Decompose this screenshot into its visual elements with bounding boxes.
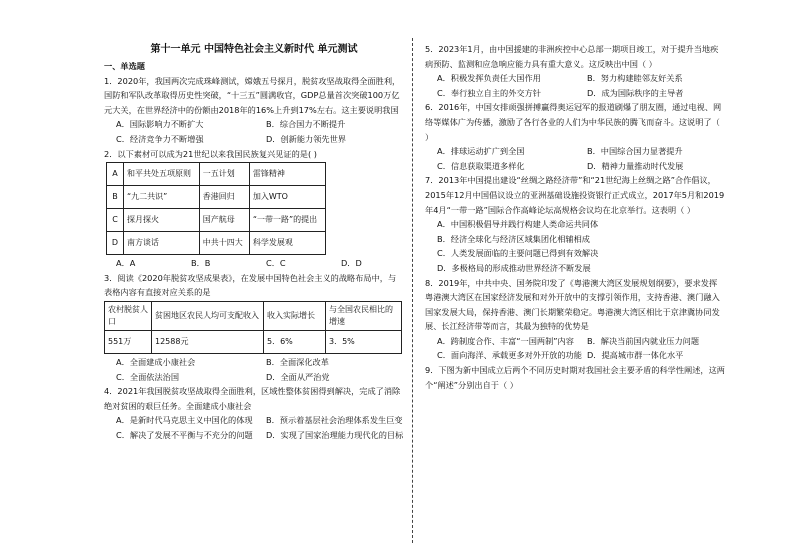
table-cell: B (107, 186, 124, 209)
table-row (107, 209, 326, 232)
question-3-option-c[interactable]: C．全面依法治国 (116, 371, 180, 382)
table-row (107, 186, 326, 209)
question-1-option-a[interactable]: A．国际影响力不断扩大 (116, 119, 204, 130)
question-6-stem: 6．2016年，中国女排顽强拼搏赢得奥运冠军的报道刷爆了朋友圈，通过电视、网络等媒体广为传播，激励了各行各业的人们为中华民族的腾飞而奋斗。这说明了（ ） (425, 102, 722, 142)
table-cell: 香港回归 (199, 186, 249, 209)
question-8-option-a[interactable]: A．跨制度合作、丰富“一国两制”内容 (437, 335, 574, 346)
question-2-stem: 2．以下素材可以成为21世纪以来我国民族复兴见证的是( ) (104, 148, 317, 159)
question-8-option-d[interactable]: D．提高城市群一体化水平 (587, 350, 684, 361)
table-cell: 探月探火 (124, 209, 200, 232)
question-3-options (104, 355, 404, 384)
column-divider (412, 38, 413, 543)
table-cell: 加入WTO (249, 186, 325, 209)
question-2-option-b[interactable]: B．B (191, 258, 211, 269)
question-6-option-b[interactable]: B．中国综合国力显著提升 (587, 146, 683, 157)
question-6-option-d[interactable]: D．精神力量推动时代发展 (587, 160, 684, 171)
table-header-cell: 农村脱贫人口 (105, 301, 152, 330)
question-1-option-b[interactable]: B．综合国力不断提升 (266, 119, 346, 130)
question-7-option-b[interactable]: B．经济全球化与经济区域集团化相辅相成 (437, 233, 590, 244)
table-cell: 和平共处五项原则 (124, 163, 200, 186)
question-5-option-c[interactable]: C．奉行独立自主的外交方针 (437, 87, 541, 98)
question-3-option-b[interactable]: B．全面深化改革 (266, 356, 329, 367)
question-5-option-a[interactable]: A．积极发挥负责任大国作用 (437, 73, 541, 84)
table-cell: 国产航母 (199, 209, 249, 232)
table-cell: “九二共识” (124, 186, 200, 209)
question-1-options (104, 117, 404, 146)
question-6-options (425, 144, 725, 173)
table-row (105, 330, 402, 353)
question-8-stem: 8．2019年，中共中央、国务院印发了《粤港澳大湾区发展规划纲要》，要求发挥粤港澳大湾区在国家经济发展和对外开放中的支撑引领作用，支持香港、澳门融入国家发展大局，保持香港、澳门长期繁荣稳定。粤港澳大湾区相比于京津冀协同发展、长江经济带等而言，其最为独特的优势是 (425, 277, 720, 332)
table-header-cell: 与全国农民相比的增速 (326, 301, 402, 330)
question-4-option-b[interactable]: B．预示着基层社会治理体系发生巨变 (266, 415, 403, 426)
question-4-option-a[interactable]: A．是新时代马克思主义中国化的体现 (116, 415, 253, 426)
question-1-stem: 1．2020年，我国两次完成珠峰测试，嫦娥五号探月，脱贫攻坚战取得全面胜利，国防和军队改革取得历史性突破，“十三五”圆满收官，GDP总量首次突破100万亿元大关，在世界经济中的份额由2018年的16%上升到17%左右。这主要说明我国 (104, 75, 401, 115)
question-2-table (106, 162, 326, 255)
table-row (107, 163, 326, 186)
question-1-option-c[interactable]: C．经济竞争力不断增强 (116, 133, 204, 144)
table-header-cell: 贫困地区农民人均可支配收入 (152, 301, 264, 330)
table-cell: A (107, 163, 124, 186)
question-7-options (425, 217, 725, 275)
question-7-option-c[interactable]: C．人类发展面临的主要问题已得到有效解决 (437, 248, 599, 259)
question-6-option-a[interactable]: A．排球运动扩广到全国 (437, 146, 525, 157)
question-5-option-b[interactable]: B．努力构建睦邻友好关系 (587, 73, 683, 84)
table-cell: C (107, 209, 124, 232)
question-7-stem: 7．2013年中国提出建设“丝绸之路经济带”和“21世纪海上丝绸之路”合作倡议，2015年12月中国倡议设立的亚洲基础设施投资银行正式成立，2017年5月和2019年4月“一带一路”国际合作高峰论坛高规格会议均在北京举行。这表明（ ） (425, 175, 725, 215)
question-3-table (104, 301, 402, 354)
question-4-options (104, 413, 404, 442)
question-2-options (104, 256, 404, 271)
question-8-options (425, 334, 725, 363)
question-2-option-c[interactable]: C．C (266, 258, 286, 269)
right-column (425, 42, 725, 392)
table-header-row (105, 301, 402, 330)
question-8-option-b[interactable]: B．解决当前国内就业压力问题 (587, 335, 700, 346)
table-row (107, 232, 326, 255)
question-1-option-d[interactable]: D．创新能力领先世界 (266, 133, 346, 144)
table-cell: 雷锋精神 (249, 163, 325, 186)
question-4-option-c[interactable]: C．解决了发展不平衡与不充分的问题 (116, 429, 253, 440)
question-5-stem: 5．2023年1月，由中国援建的非洲疾控中心总部一期项目竣工，对于提升当地疾病预防、监测和应急响应能力具有重大意义。这反映出中国（ ） (425, 44, 719, 69)
question-2-option-a[interactable]: A．A (116, 258, 136, 269)
table-cell: 中共十四大 (199, 232, 249, 255)
question-3-option-d[interactable]: D．全面从严治党 (266, 371, 330, 382)
table-header-cell: 收入实际增长 (264, 301, 326, 330)
question-7-option-a[interactable]: A．中国积极倡导并践行构建人类命运共同体 (437, 219, 599, 230)
question-9-stem: 9．下图为新中国成立后两个不同历史时期对我国社会主要矛盾的科学性阐述，这两个“阐述”分别出自于（ ） (425, 365, 725, 390)
page-title: 第十一单元 中国特色社会主义新时代 单元测试 (150, 44, 358, 55)
table-cell: 5．6% (264, 330, 326, 353)
question-8-option-c[interactable]: C．面向海洋、承载更多对外开放的功能 (437, 350, 582, 361)
table-cell: 科学发展观 (249, 232, 325, 255)
question-7-option-d[interactable]: D．多极格局的形成推动世界经济不断发展 (437, 262, 591, 273)
table-cell: 12588元 (152, 330, 264, 353)
question-6-option-c[interactable]: C．信息获取渠道多样化 (437, 160, 525, 171)
question-4-option-d[interactable]: D．实现了国家治理能力现代化的目标 (266, 429, 404, 440)
question-3-option-a[interactable]: A．全面建成小康社会 (116, 356, 196, 367)
table-cell: 3．5% (326, 330, 402, 353)
table-cell: 551万 (105, 330, 152, 353)
section-heading: 一、单选题 (104, 61, 145, 71)
question-5-options (425, 71, 725, 100)
table-cell: 南方谈话 (124, 232, 200, 255)
question-5-option-d[interactable]: D．成为国际秩序的主导者 (587, 87, 684, 98)
question-3-stem: 3．阅读《2020年脱贫攻坚成果表》，在发展中国特色社会主义的战略布局中，与表格内容有直接对应关系的是 (104, 272, 397, 298)
table-cell: “一带一路”的提出 (249, 209, 325, 232)
table-cell: D (107, 232, 124, 255)
question-4-stem: 4．2021年我国脱贫攻坚战取得全面胜利，区域性整体贫困得到解决，完成了消除绝对贫困的艰巨任务。全面建成小康社会 (104, 386, 401, 411)
question-2-option-d[interactable]: D．D (341, 258, 362, 269)
table-cell: 一五计划 (199, 163, 249, 186)
left-column (104, 42, 404, 443)
